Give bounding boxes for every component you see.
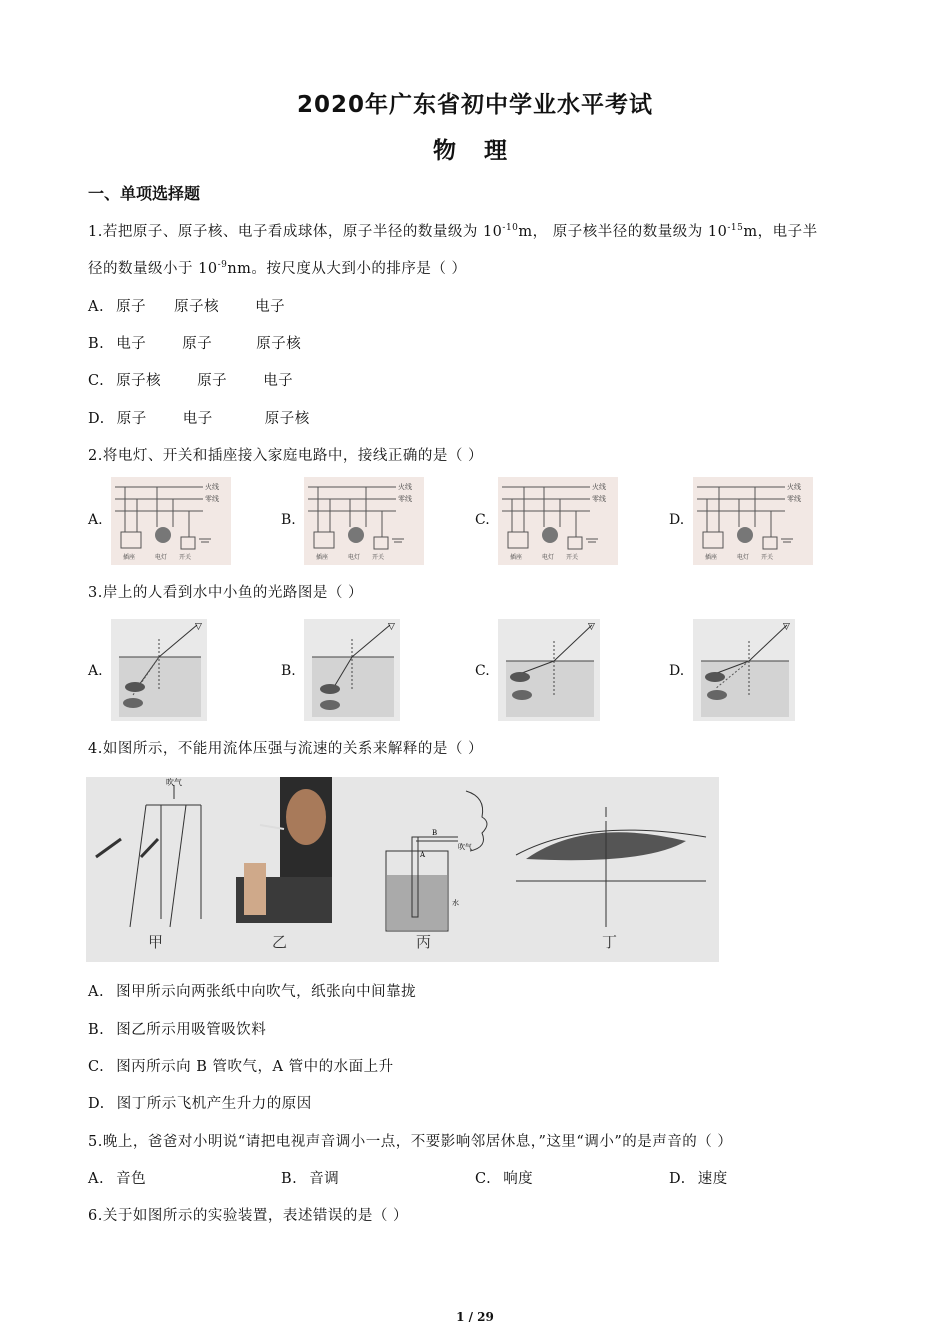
q1-stem-line1: 1.若把原子、原子核、电子看成球体，原子半径的数量级为 $10^{-10}m$， 原子核半径的数量级为 $10^{-15}m$，电子半 <box>88 223 818 240</box>
page-number: 1 / 29 <box>456 1310 494 1324</box>
neutral-wire-label: 零线 <box>592 495 606 503</box>
q5-option-b[interactable]: B. 音调 <box>281 1171 340 1187</box>
switch-label: 开关 <box>179 554 192 561</box>
switch-label: 开关 <box>372 554 385 561</box>
q5-option-d[interactable]: D. 速度 <box>669 1171 728 1187</box>
fish-icon <box>320 700 340 710</box>
socket-label: 插座 <box>705 554 718 561</box>
eye-icon: ▽ <box>783 622 790 632</box>
section-heading: 一、单项选择题 <box>88 184 201 203</box>
q3-label-d[interactable]: D. <box>669 663 685 679</box>
exam-title: 2020年广东省初中学业水平考试 <box>296 92 653 118</box>
socket-label: 插座 <box>316 554 329 561</box>
fish-icon <box>707 690 727 700</box>
eye-icon: ▽ <box>195 622 202 632</box>
q2-circuit-a[interactable] <box>111 477 231 565</box>
q4-option-d[interactable]: D. 图丁所示飞机产生升力的原因 <box>88 1096 312 1112</box>
lamp-label: 电灯 <box>737 554 750 561</box>
tube-a-label: A <box>420 851 426 859</box>
blow-label-2: 吹气 <box>458 843 472 851</box>
q3-optics-b[interactable] <box>304 619 400 721</box>
q2-label-a[interactable]: A. <box>88 512 103 528</box>
q2-circuit-b[interactable] <box>304 477 424 565</box>
fish-icon <box>705 672 725 682</box>
q2-circuit-c[interactable] <box>498 477 618 565</box>
q1-option-b[interactable]: B. 电子 原子 原子核 <box>88 336 302 352</box>
blow-label: 吹气 <box>166 778 182 787</box>
eye-icon: ▽ <box>388 622 395 632</box>
fish-icon <box>123 698 143 708</box>
q4-option-c[interactable]: C. 图丙所示向 B 管吹气，A 管中的水面上升 <box>88 1059 394 1075</box>
q4-figure <box>86 777 719 962</box>
neutral-wire-label: 零线 <box>787 495 801 503</box>
q3-label-b[interactable]: B. <box>281 663 296 679</box>
q1-stem-line2: 径的数量级小于 $10^{-9}nm$。按尺度从大到小的排序是（ ） <box>88 260 467 277</box>
lamp-label: 电灯 <box>348 554 361 561</box>
neutral-wire-label: 零线 <box>205 495 219 503</box>
eye-icon: ▽ <box>588 622 595 632</box>
live-wire-label: 火线 <box>205 483 219 491</box>
fish-icon <box>125 682 145 692</box>
fish-icon <box>510 672 530 682</box>
q4-option-a[interactable]: A. 图甲所示向两张纸中向吹气，纸张向中间靠拢 <box>88 984 417 1000</box>
caption-ding: 丁 <box>602 933 618 951</box>
q3-label-c[interactable]: C. <box>475 663 490 679</box>
q1-option-c[interactable]: C. 原子核 原子 电子 <box>88 373 294 389</box>
q3-label-a[interactable]: A. <box>88 663 103 679</box>
q5-option-a[interactable]: A. 音色 <box>88 1171 147 1187</box>
switch-label: 开关 <box>566 554 579 561</box>
tube-b-label: B <box>432 829 438 837</box>
live-wire-label: 火线 <box>398 483 412 491</box>
lamp-label: 电灯 <box>542 554 555 561</box>
q5-stem: 5.晚上，爸爸对小明说“请把电视声音调小一点，不要影响邻居休息，”这里“调小”的是声音的（ ） <box>88 1134 733 1150</box>
q3-optics-c[interactable] <box>498 619 600 721</box>
caption-bing: 丙 <box>416 933 432 951</box>
q1-option-d[interactable]: D. 原子 电子 原子核 <box>88 411 310 427</box>
q2-label-b[interactable]: B. <box>281 512 296 528</box>
subject-title: 物 理 <box>432 138 517 164</box>
q3-stem: 3.岸上的人看到水中小鱼的光路图是（ ） <box>88 585 363 601</box>
water-label: 水 <box>452 899 459 907</box>
caption-jia: 甲 <box>148 933 164 951</box>
caption-yi: 乙 <box>272 933 288 951</box>
q2-label-d[interactable]: D. <box>669 512 685 528</box>
socket-label: 插座 <box>123 554 136 561</box>
q3-optics-d[interactable] <box>693 619 795 721</box>
q2-circuit-d[interactable] <box>693 477 813 565</box>
live-wire-label: 火线 <box>592 483 606 491</box>
live-wire-label: 火线 <box>787 483 801 491</box>
neutral-wire-label: 零线 <box>398 495 412 503</box>
q2-label-c[interactable]: C. <box>475 512 490 528</box>
fish-icon <box>320 684 340 694</box>
lamp-label: 电灯 <box>155 554 168 561</box>
socket-label: 插座 <box>510 554 523 561</box>
q5-option-c[interactable]: C. 响度 <box>475 1171 534 1187</box>
q2-stem: 2.将电灯、开关和插座接入家庭电路中，接线正确的是（ ） <box>88 448 483 464</box>
q4-stem: 4.如图所示，不能用流体压强与流速的关系来解释的是（ ） <box>88 741 483 757</box>
q4-option-b[interactable]: B. 图乙所示用吸管吸饮料 <box>88 1022 267 1038</box>
q1-option-a[interactable]: A. 原子 原子核 电子 <box>88 299 286 315</box>
fish-icon <box>512 690 532 700</box>
q6-stem: 6.关于如图所示的实验装置，表述错误的是（ ） <box>88 1208 408 1224</box>
q3-optics-a[interactable] <box>111 619 207 721</box>
switch-label: 开关 <box>761 554 774 561</box>
